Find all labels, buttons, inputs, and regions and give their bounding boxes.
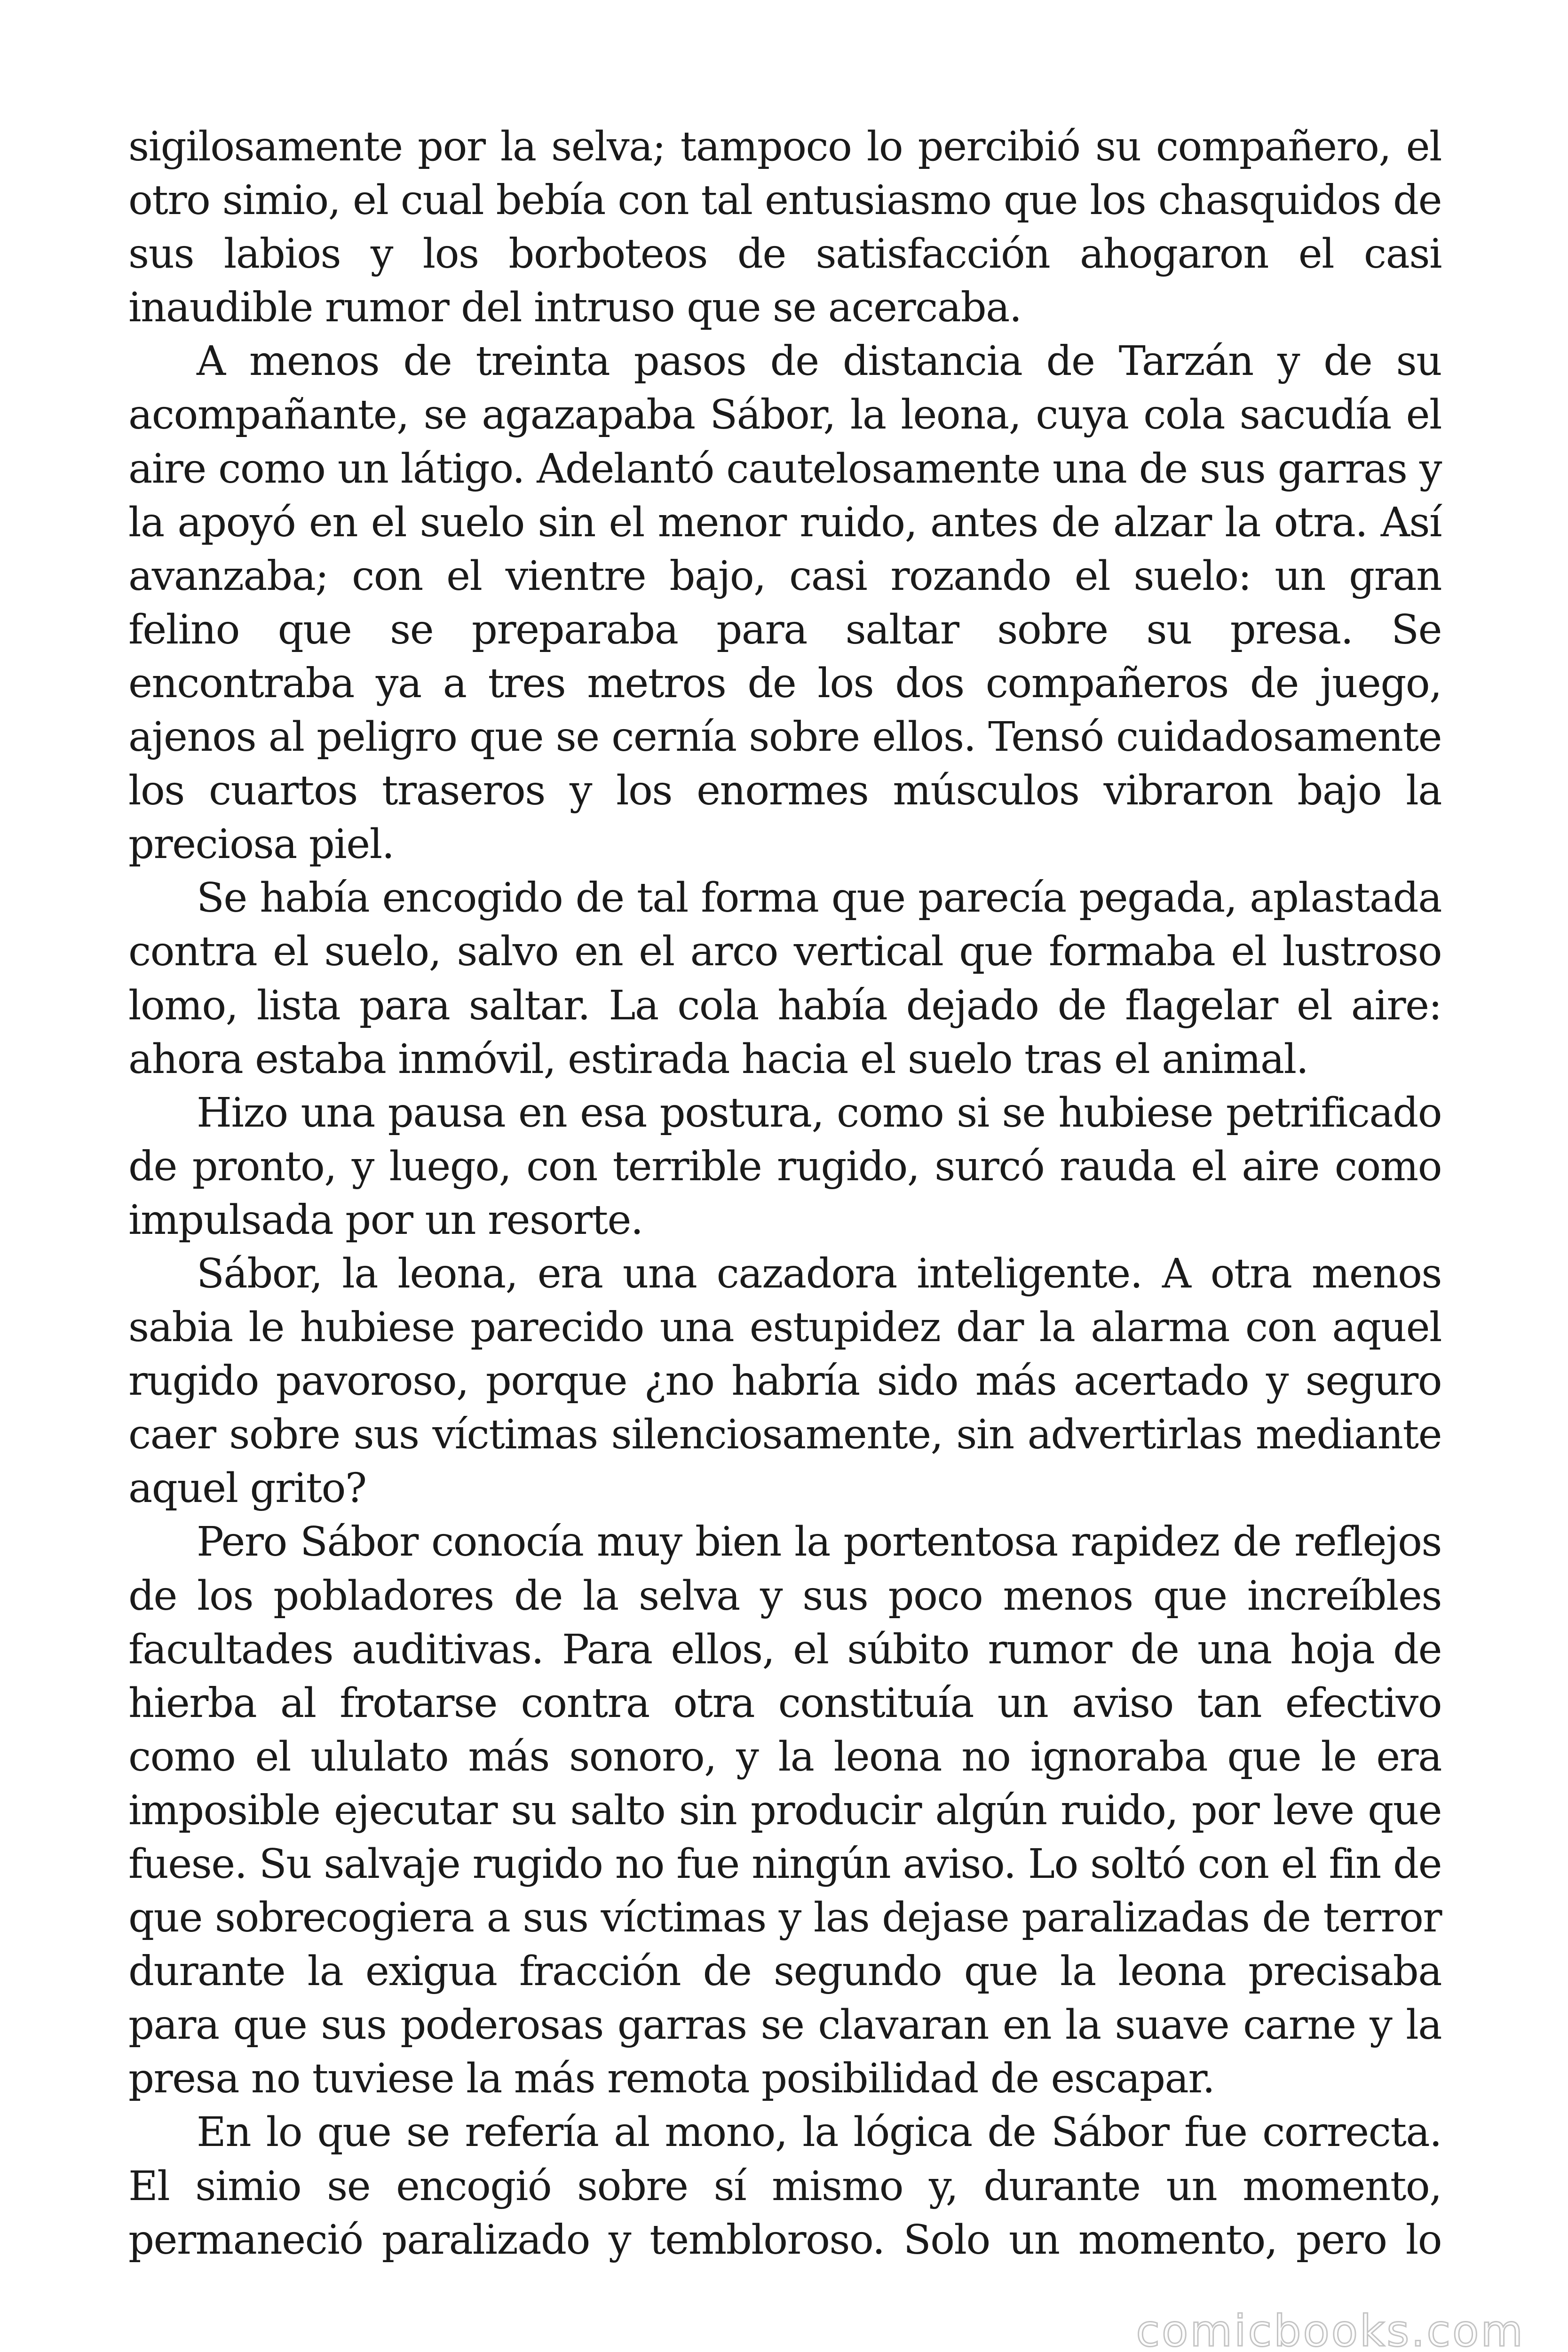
paragraph-7: En lo que se refería al mono, la lógica de Sábor fue correcta. El simio se encogió sobre sí mismo y, durante un momento, permaneció paralizado y tembloroso. Solo un momento, pero lo (128, 2109, 1441, 2264)
page-body-text (128, 120, 1441, 2267)
watermark-logo: comicbooks.com (1136, 2306, 1525, 2352)
paragraph-2: A menos de treinta pasos de distancia de Tarzán y de su acompañante, se agazapaba Sábor, la leona, cuya cola sacudía el aire como un látigo. Adelantó cautelosamente una de sus garras y la apoyó en el suelo sin el menor ruido, antes de alzar la otra. Así avanzaba; con el vientre bajo, casi rozando el suelo: un gran felino que se preparaba para saltar sobre su presa. Se encontraba ya a tres metros de los dos compañeros de juego, ajenos al peligro que se cernía sobre ellos. Tensó cuidadosamente los cuartos traseros y los enormes músculos vibraron bajo la preciosa piel. (128, 338, 1441, 868)
paragraph-6: Pero Sábor conocía muy bien la portentosa rapidez de reflejos de los pobladores de la selva y sus poco menos que increíbles facultades auditivas. Para ellos, el súbito rumor de una hoja de hierba al frotarse contra otra constituía un aviso tan efectivo como el ululato más sonoro, y la leona no ignoraba que le era imposible ejecutar su salto sin producir algún ruido, por leve que fuese. Su salvaje rugido no fue ningún aviso. Lo soltó con el fin de que sobrecogiera a sus víctimas y las dejase paralizadas de terror durante la exigua fracción de segundo que la leona precisaba para que sus poderosas garras se clavaran en la suave carne y la presa no tuviese la más remota posibilidad de escapar. (128, 1518, 1441, 2103)
paragraph-1: sigilosamente por la selva; tampoco lo percibió su compañero, el otro simio, el cual bebía con tal entusiasmo que los chasquidos de sus labios y los borboteos de satisfacción ahogaron el casi inaudible rumor del intruso que se acercaba. (128, 123, 1441, 332)
paragraph-3: Se había encogido de tal forma que parecía pegada, aplastada contra el suelo, salvo en el arco vertical que formaba el lustroso lomo, lista para saltar. La cola había dejado de flagelar el aire: ahora estaba inmóvil, estirada hacia el suelo tras el animal. (128, 874, 1441, 1083)
paragraph-5: Sábor, la leona, era una cazadora inteligente. A otra menos sabia le hubiese parecido una estupidez dar la alarma con aquel rugido pavoroso, porque ¿no habría sido más acertado y seguro caer sobre sus víctimas silenciosamente, sin advertirlas mediante aquel grito? (128, 1250, 1441, 1512)
paragraph-4: Hizo una pausa en esa postura, como si se hubiese petrificado de pronto, y luego, con terrible rugido, surcó rauda el aire como impulsada por un resorte. (128, 1089, 1441, 1244)
